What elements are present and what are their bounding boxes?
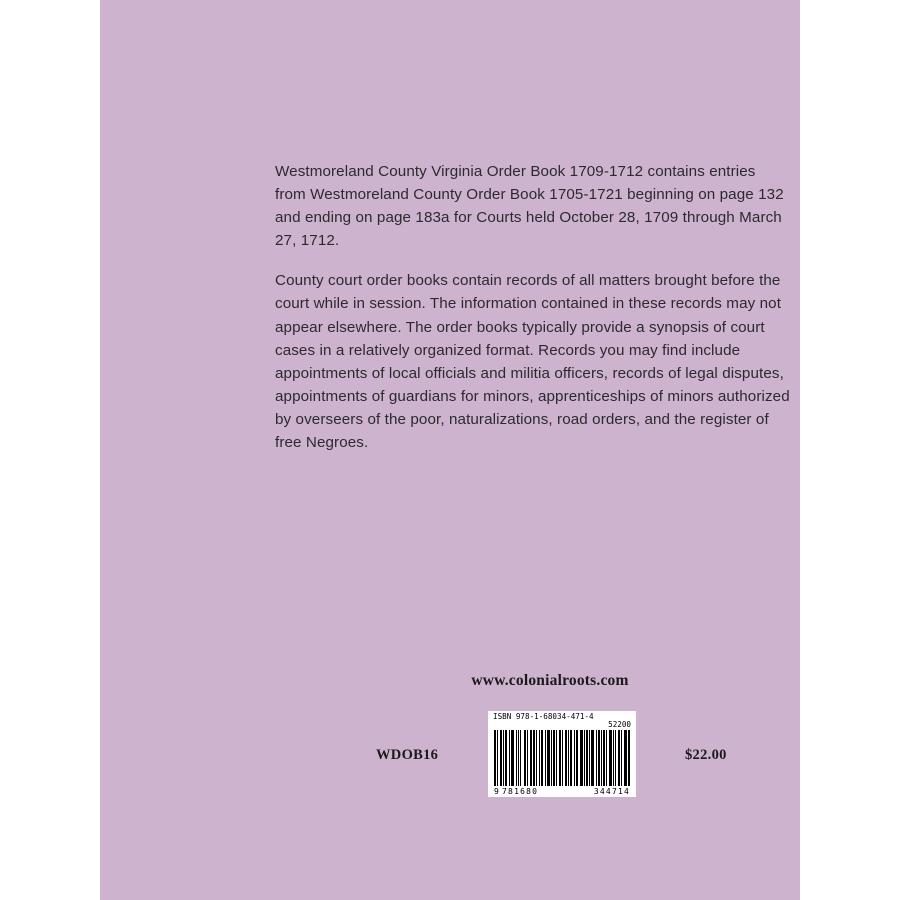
isbn-text: ISBN 978-1-68034-471-4: [493, 712, 594, 721]
ean-lead-digit: 9: [494, 786, 500, 796]
publisher-website: www.colonialroots.com: [471, 672, 629, 689]
barcode-ean-digits: [491, 787, 633, 796]
barcode-price-code: 52200: [608, 719, 631, 729]
back-cover-blurb: [275, 160, 790, 454]
ean-right-group: 344714: [593, 786, 630, 796]
ean-left-group: 781680: [502, 786, 539, 796]
sku-code: WDOB16: [376, 747, 439, 763]
book-back-cover: [100, 0, 800, 900]
price-label: $22.00: [685, 747, 727, 763]
blurb-paragraph-1: Westmoreland County Virginia Order Book 1709-1712 contains entries from Westmoreland County Order Book 1705-1721 beginning on page 132 and ending on page 183a for Courts held October 28, 1709 through March 27, 1712.: [275, 163, 784, 250]
blurb-paragraph-2: County court order books contain records of all matters brought before the court while in session. The information contained in these records may not appear elsewhere. The order books typically provide a synopsis of court cases in a relatively organized format. Records you may find include appointments of local officials and militia officers, records of legal disputes, appointments of guardians for minors, apprenticeships of minors authorized by overseers of the poor, naturalizations, road orders, and the register of free Negroes.: [275, 272, 790, 452]
barcode-icon: [488, 711, 636, 797]
barcode-bars: [491, 730, 633, 786]
